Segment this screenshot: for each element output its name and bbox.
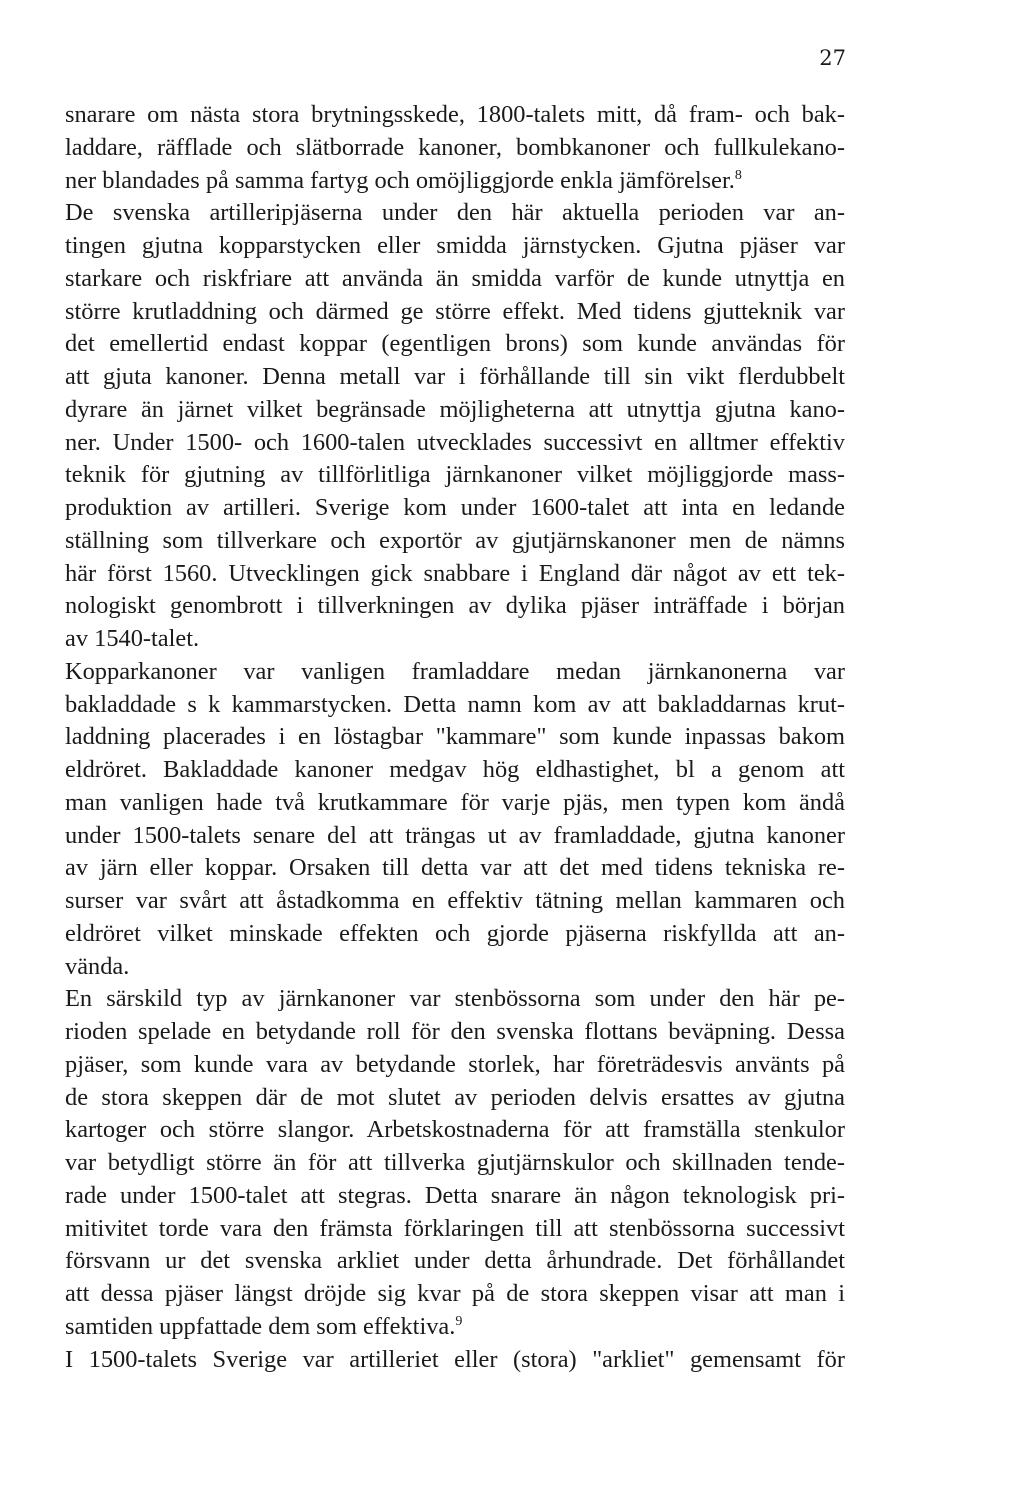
- text-line: [65, 983, 845, 1016]
- line-text: mitivitet torde vara den främsta förklaringen till att stenbössorna successivt: [65, 1214, 845, 1242]
- line-text: man vanligen hade två krutkammare för varje pjäs, men typen kom ändå: [65, 788, 845, 816]
- paragraph: [65, 197, 845, 656]
- line-text: var betydligt större än för att tillverka gjutjärnskulor och skillnaden tende-: [65, 1149, 845, 1176]
- line-text: pjäser, som kunde vara av betydande storlek, har företrädesvis använts på: [65, 1050, 845, 1078]
- text-line: [65, 132, 845, 165]
- line-text: En särskild typ av järnkanoner var stenbössorna som under den här pe-: [65, 985, 845, 1013]
- text-line: [65, 558, 845, 591]
- line-text: laddare, räfflade och slätborrade kanoner, bombkanoner och fullkulekano-: [65, 133, 845, 161]
- line-text: laddning placerades i en löstagbar "kammare" som kunde inpassas bakom: [65, 723, 845, 751]
- line-text: att gjuta kanoner. Denna metall var i förhållande till sin vikt flerdubbelt: [65, 363, 845, 390]
- text-line: [65, 459, 845, 492]
- line-text: ställning som tillverkare och exportör av gjutjärnskanoner men de nämns: [65, 526, 845, 554]
- text-line: [65, 852, 845, 885]
- text-line: [65, 1311, 845, 1344]
- paragraph: [65, 656, 845, 984]
- line-text: starkare och riskfriare att använda än smidda varför de kunde utnyttja en: [65, 264, 845, 292]
- line-text: Kopparkanoner var vanligen framladdare medan järnkanonerna var: [65, 657, 845, 685]
- paragraph: [65, 99, 845, 197]
- line-text: det emellertid endast koppar (egentligen brons) som kunde användas för: [65, 330, 845, 358]
- text-line: [65, 1016, 845, 1049]
- text-line: [65, 99, 845, 132]
- text-line: [65, 1082, 845, 1115]
- line-text: teknik för gjutning av tillförlitliga järnkanoner vilket möjliggjorde mass-: [65, 461, 845, 489]
- paragraph: [65, 1344, 845, 1377]
- text-line: [65, 820, 845, 853]
- text-line: [65, 1180, 845, 1213]
- text-line: [65, 787, 845, 820]
- line-text: eldröret. Bakladdade kanoner medgav hög eldhastighet, bl a genom att: [65, 756, 845, 783]
- text-line: [65, 754, 845, 787]
- line-text: produktion av artilleri. Sverige kom under 1600-talet att inta en ledande: [65, 494, 845, 521]
- text-line: [65, 590, 845, 623]
- page-number: 27: [819, 46, 846, 70]
- text-line: [65, 394, 845, 427]
- text-line: [65, 656, 845, 689]
- line-text: större krutladdning och därmed ge större effekt. Med tidens gjutteknik var: [65, 297, 845, 325]
- line-text: försvann ur det svenska arkliet under detta århundrade. Det förhållandet: [65, 1247, 845, 1275]
- line-text: samtiden uppfattade dem som effektiva.: [65, 1312, 456, 1340]
- line-text: rioden spelade en betydande roll för den svenska flottans beväpning. Dessa: [65, 1018, 845, 1045]
- line-text: att dessa pjäser längst dröjde sig kvar på de stora skeppen visar att man i: [65, 1280, 845, 1307]
- text-line: [65, 328, 845, 361]
- text-line: [65, 263, 845, 296]
- footnote-marker: 8: [734, 167, 742, 183]
- text-line: [65, 1278, 845, 1311]
- text-line: [65, 1049, 845, 1082]
- line-text: här först 1560. Utvecklingen gick snabbare i England där något av ett tek-: [65, 559, 845, 587]
- line-text: nologiskt genombrott i tillverkningen av dylika pjäser inträffade i början: [65, 592, 845, 620]
- line-text: av järn eller koppar. Orsaken till detta var att det med tidens tekniska re-: [65, 854, 845, 882]
- text-line: [65, 721, 845, 754]
- line-text: kartoger och större slangor. Arbetskostnaderna för att framställa stenkulor: [65, 1116, 845, 1144]
- text-line: [65, 165, 845, 198]
- line-text: ner blandades på samma fartyg och omöjliggjorde enkla jämförelser.: [65, 166, 735, 194]
- body-text: [65, 99, 845, 1376]
- text-line: [65, 1213, 845, 1246]
- line-text: ner. Under 1500- och 1600-talen utvecklades successivt en alltmer effektiv: [65, 428, 845, 456]
- text-line: [65, 1114, 845, 1147]
- line-text: tingen gjutna kopparstycken eller smidda järnstycken. Gjutna pjäser var: [65, 232, 845, 259]
- text-line: [65, 689, 845, 722]
- line-text: vända.: [65, 952, 130, 980]
- text-line: [65, 918, 845, 951]
- line-text: dyrare än järnet vilket begränsade möjligheterna att utnyttja gjutna kano-: [65, 395, 845, 423]
- text-line: [65, 951, 845, 984]
- text-line: [65, 623, 845, 656]
- text-line: [65, 1245, 845, 1278]
- text-line: [65, 230, 845, 263]
- line-text: De svenska artilleripjäserna under den här aktuella perioden var an-: [65, 199, 845, 227]
- line-text: rade under 1500-talet att stegras. Detta snarare än någon teknologisk pri-: [65, 1181, 845, 1209]
- line-text: snarare om nästa stora brytningsskede, 1800-talets mitt, då fram- och bak-: [65, 101, 845, 128]
- text-line: [65, 296, 845, 329]
- text-line: [65, 492, 845, 525]
- line-text: eldröret vilket minskade effekten och gjorde pjäserna riskfyllda att an-: [65, 919, 845, 947]
- footnote-marker: 9: [455, 1313, 463, 1329]
- line-text: I 1500-talets Sverige var artilleriet eller (stora) "arkliet" gemensamt för: [65, 1345, 845, 1373]
- line-text: bakladdade s k kammarstycken. Detta namn kom av att bakladdarnas krut-: [65, 690, 845, 718]
- line-text: de stora skeppen där de mot slutet av perioden delvis ersattes av gjutna: [65, 1083, 845, 1111]
- line-text: av 1540-talet.: [65, 625, 200, 652]
- line-text: under 1500-talets senare del att trängas ut av framladdade, gjutna kanoner: [65, 821, 845, 849]
- paragraph: [65, 983, 845, 1343]
- text-line: [65, 525, 845, 558]
- text-line: [65, 1344, 845, 1377]
- line-text: surser var svårt att åstadkomma en effektiv tätning mellan kammaren och: [65, 887, 845, 914]
- text-line: [65, 427, 845, 460]
- text-line: [65, 197, 845, 230]
- text-line: [65, 885, 845, 918]
- text-line: [65, 361, 845, 394]
- text-line: [65, 1147, 845, 1180]
